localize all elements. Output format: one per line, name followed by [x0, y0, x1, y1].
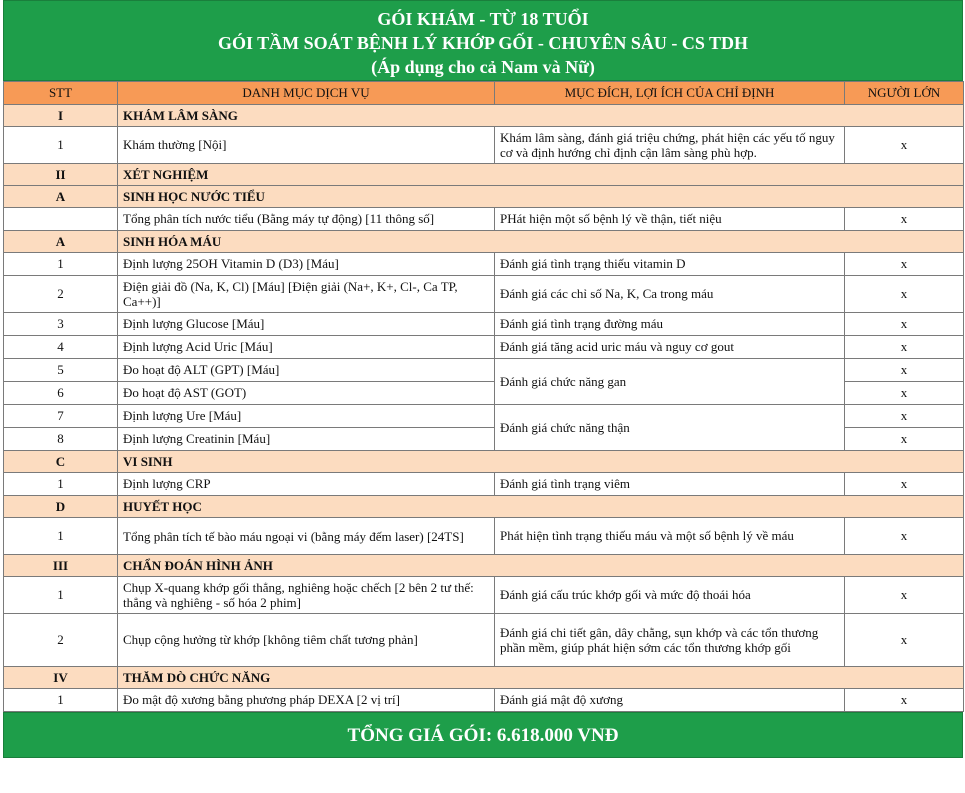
section-row — [4, 164, 964, 186]
table-row — [4, 518, 964, 555]
section-stt: II — [4, 164, 118, 186]
section-title: VI SINH — [118, 451, 964, 473]
table-row — [4, 689, 964, 712]
row-stt: 1 — [4, 127, 118, 164]
row-adult: x — [845, 473, 964, 496]
row-stt — [4, 208, 118, 231]
row-stt: 8 — [4, 428, 118, 451]
row-service: Khám thường [Nội] — [118, 127, 495, 164]
table-row — [4, 473, 964, 496]
section-title: SINH HỌC NƯỚC TIỂU — [118, 186, 964, 208]
row-purpose: Đánh giá tình trạng thiếu vitamin D — [495, 253, 845, 276]
table-row — [4, 208, 964, 231]
price-sheet — [3, 0, 963, 758]
row-service: Đo hoạt độ AST (GOT) — [118, 382, 495, 405]
row-purpose: Phát hiện tình trạng thiếu máu và một số bệnh lý về máu — [495, 518, 845, 555]
row-service: Tổng phân tích tế bào máu ngoại vi (bằng máy đếm laser) [24TS] — [118, 518, 495, 555]
row-service: Tổng phân tích nước tiểu (Bằng máy tự động) [11 thông số] — [118, 208, 495, 231]
row-stt: 3 — [4, 313, 118, 336]
section-row — [4, 451, 964, 473]
section-stt: IV — [4, 667, 118, 689]
row-purpose: Đánh giá chi tiết gân, dây chằng, sụn khớp và các tổn thương phần mềm, giúp phát hiện sớm các tổn thương khớp gối — [495, 614, 845, 667]
table-row — [4, 127, 964, 164]
row-service: Điện giải đồ (Na, K, Cl) [Máu] [Điện giải (Na+, K+, Cl-, Ca TP, Ca++)] — [118, 276, 495, 313]
row-adult: x — [845, 276, 964, 313]
section-stt: D — [4, 496, 118, 518]
header-line-2: GÓI TẦM SOÁT BỆNH LÝ KHỚP GỐI - CHUYÊN SÂU - CS TDH — [217, 33, 749, 53]
row-stt: 5 — [4, 359, 118, 382]
row-purpose: Đánh giá tình trạng viêm — [495, 473, 845, 496]
row-adult: x — [845, 689, 964, 712]
col-service: DANH MỤC DỊCH VỤ — [118, 82, 495, 105]
row-purpose: Đánh giá các chỉ số Na, K, Ca trong máu — [495, 276, 845, 313]
table-row — [4, 313, 964, 336]
section-stt: A — [4, 186, 118, 208]
row-purpose: Đánh giá chức năng gan — [495, 359, 845, 405]
table-header-row — [4, 82, 964, 105]
row-adult: x — [845, 577, 964, 614]
section-row — [4, 555, 964, 577]
row-service: Đo hoạt độ ALT (GPT) [Máu] — [118, 359, 495, 382]
row-adult: x — [845, 518, 964, 555]
table-row — [4, 614, 964, 667]
section-row — [4, 496, 964, 518]
row-purpose: Đánh giá tình trạng đường máu — [495, 313, 845, 336]
row-service: Định lượng Ure [Máu] — [118, 405, 495, 428]
header-line-3: (Áp dụng cho cả Nam và Nữ) — [371, 57, 595, 77]
row-purpose: PHát hiện một số bệnh lý về thận, tiết niệu — [495, 208, 845, 231]
row-service: Đo mật độ xương bằng phương pháp DEXA [2 vị trí] — [118, 689, 495, 712]
row-service: Định lượng CRP — [118, 473, 495, 496]
row-adult: x — [845, 382, 964, 405]
header-line-1: GÓI KHÁM - TỪ 18 TUỔI — [377, 9, 589, 29]
row-stt: 1 — [4, 577, 118, 614]
section-stt: III — [4, 555, 118, 577]
section-stt: C — [4, 451, 118, 473]
section-title: THĂM DÒ CHỨC NĂNG — [118, 667, 964, 689]
row-stt: 1 — [4, 473, 118, 496]
row-service: Định lượng 25OH Vitamin D (D3) [Máu] — [118, 253, 495, 276]
col-purpose: MỤC ĐÍCH, LỢI ÍCH CỦA CHỈ ĐỊNH — [495, 82, 845, 105]
row-adult: x — [845, 127, 964, 164]
section-row — [4, 105, 964, 127]
row-stt: 1 — [4, 253, 118, 276]
row-service: Định lượng Creatinin [Máu] — [118, 428, 495, 451]
row-stt: 2 — [4, 276, 118, 313]
row-stt: 6 — [4, 382, 118, 405]
section-title: KHÁM LÂM SÀNG — [118, 105, 964, 127]
section-stt: I — [4, 105, 118, 127]
row-adult: x — [845, 405, 964, 428]
row-purpose: Đánh giá tăng acid uric máu và nguy cơ gout — [495, 336, 845, 359]
row-adult: x — [845, 313, 964, 336]
row-service: Chụp cộng hưởng từ khớp [không tiêm chất tương phản] — [118, 614, 495, 667]
section-row — [4, 667, 964, 689]
row-stt: 4 — [4, 336, 118, 359]
service-table — [3, 81, 964, 712]
section-title: XÉT NGHIỆM — [118, 164, 964, 186]
section-stt: A — [4, 231, 118, 253]
row-adult: x — [845, 614, 964, 667]
row-stt: 7 — [4, 405, 118, 428]
table-row — [4, 577, 964, 614]
row-service: Định lượng Glucose [Máu] — [118, 313, 495, 336]
table-row — [4, 359, 964, 382]
row-purpose: Đánh giá cấu trúc khớp gối và mức độ thoái hóa — [495, 577, 845, 614]
row-stt: 2 — [4, 614, 118, 667]
row-adult: x — [845, 336, 964, 359]
total-price-banner: TỔNG GIÁ GÓI: 6.618.000 VNĐ — [3, 712, 963, 758]
table-row — [4, 276, 964, 313]
row-stt: 1 — [4, 689, 118, 712]
row-service: Định lượng Acid Uric [Máu] — [118, 336, 495, 359]
table-row — [4, 405, 964, 428]
table-row — [4, 336, 964, 359]
section-title: SINH HÓA MÁU — [118, 231, 964, 253]
col-adult: NGƯỜI LỚN — [845, 82, 964, 105]
row-service: Chụp X-quang khớp gối thẳng, nghiêng hoặc chếch [2 bên 2 tư thế: thẳng và nghiêng - số hóa 2 phim] — [118, 577, 495, 614]
table-row — [4, 253, 964, 276]
row-purpose: Khám lâm sàng, đánh giá triệu chứng, phát hiện các yếu tố nguy cơ và định hướng chỉ định cận lâm sàng phù hợp. — [495, 127, 845, 164]
section-title: HUYẾT HỌC — [118, 496, 964, 518]
row-purpose: Đánh giá chức năng thận — [495, 405, 845, 451]
header-banner — [3, 0, 963, 81]
row-adult: x — [845, 428, 964, 451]
row-purpose: Đánh giá mật độ xương — [495, 689, 845, 712]
col-stt: STT — [4, 82, 118, 105]
row-adult: x — [845, 253, 964, 276]
section-title: CHẨN ĐOÁN HÌNH ẢNH — [118, 555, 964, 577]
row-stt: 1 — [4, 518, 118, 555]
row-adult: x — [845, 208, 964, 231]
section-row — [4, 231, 964, 253]
section-row — [4, 186, 964, 208]
row-adult: x — [845, 359, 964, 382]
